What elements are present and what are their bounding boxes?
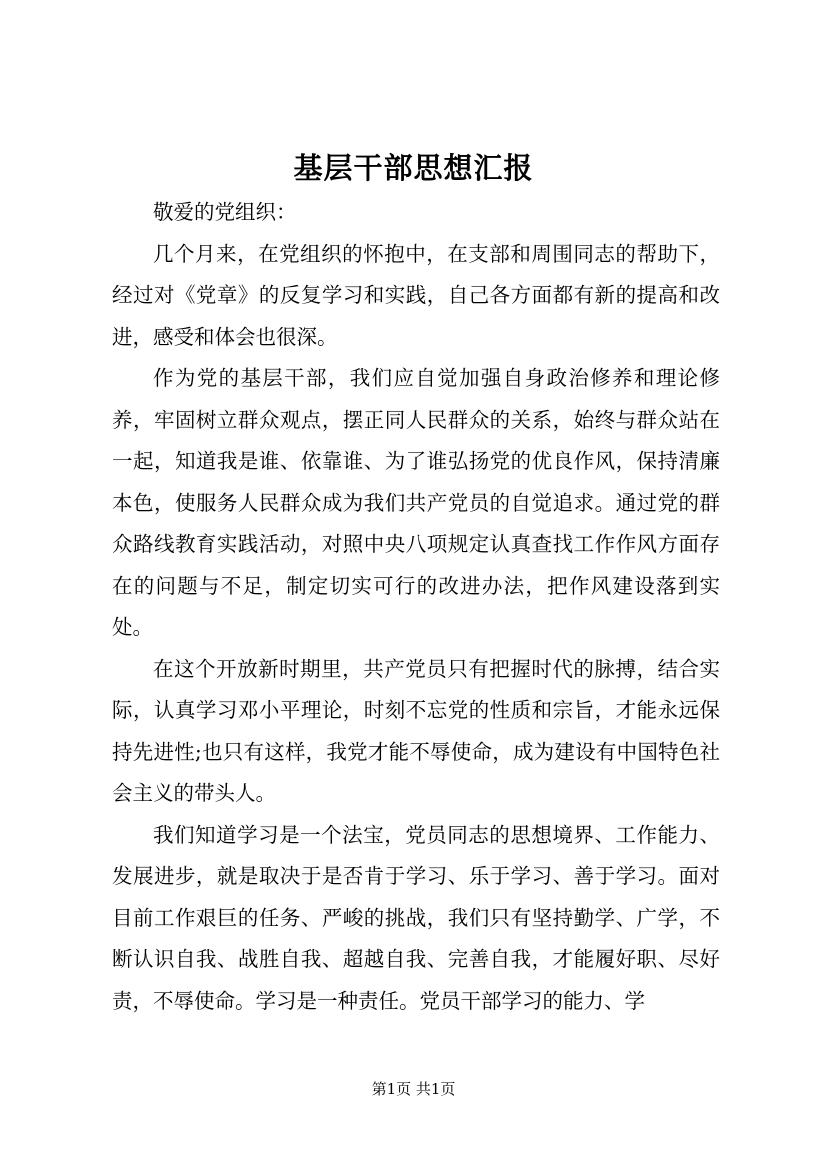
document-title: 基层干部思想汇报 [293, 151, 534, 185]
paragraph-4: 我们知道学习是一个法宝，党员同志的思想境界、工作能力、发展进步，就是取决于是否肯于学习、乐于学习、善于学习。面对目前工作艰巨的任务、严峻的挑战，我们只有坚持勤学、广学，不断认识自我、战胜自我、超越自我、完善自我，才能履好职、尽好责，不辱使命。学习是一种责任。党员干部学习的能力、学 [112, 822, 720, 1013]
salutation: 敬爱的党组织： [153, 200, 297, 224]
paragraph-2: 作为党的基层干部，我们应自觉加强自身政治修养和理论修养，牢固树立群众观点，摆正同人民群众的关系，始终与群众站在一起，知道我是谁、依靠谁、为了谁弘扬党的优良作风，保持清廉本色，使服务人民群众成为我们共产党员的自觉追求。通过党的群众路线教育实践活动，对照中央八项规定认真查找工作作风方面存在的问题与不足，制定切实可行的改进办法，把作风建设落到实处。 [112, 366, 720, 639]
paragraph-3: 在这个开放新时期里，共产党员只有把握时代的脉搏，结合实际，认真学习邓小平理论，时刻不忘党的性质和宗旨，才能永远保持先进性;也只有这样，我党才能不辱使命，成为建设有中国特色社会主义的带头人。 [112, 656, 720, 805]
paragraph-1: 几个月来，在党组织的怀抱中，在支部和周围同志的帮助下，经过对《党章》的反复学习和实践，自己各方面都有新的提高和改进，感受和体会也很深。 [112, 241, 720, 349]
document-body [112, 192, 720, 1022]
page-footer: 第1页 共1页 [371, 1080, 456, 1098]
